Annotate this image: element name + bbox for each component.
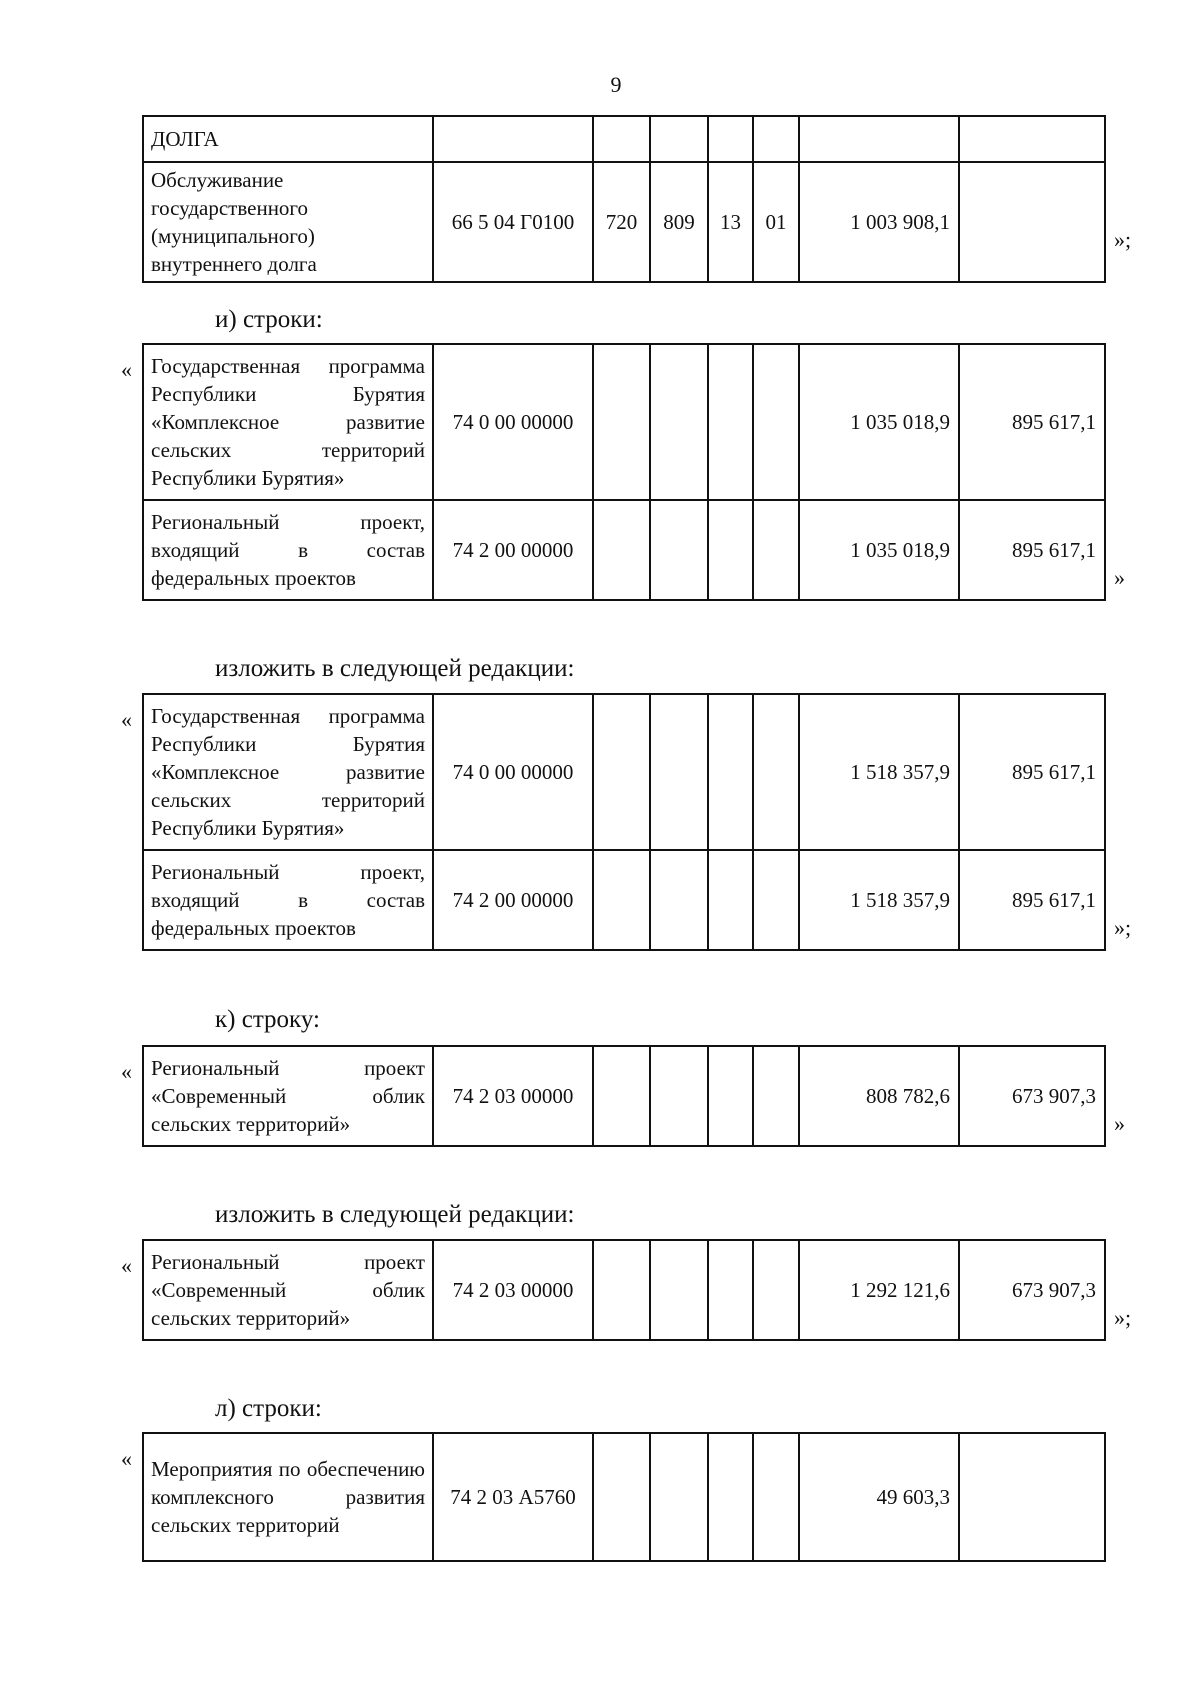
table-row: [143, 162, 1105, 282]
row-name: Обслуживание государственного (муниципального) внутреннего долга: [143, 162, 433, 282]
empty-cell: [708, 1433, 753, 1561]
table-row: [143, 694, 1105, 850]
opening-quote: «: [121, 1253, 132, 1278]
section-code: 13: [708, 162, 753, 282]
amount-1: 1 518 357,9: [799, 694, 959, 850]
empty-cell: [708, 1046, 753, 1146]
row-name: Государственная программа Республики Бурятия «Комплексное развитие сельских территорий Республики Бурятия»: [143, 694, 433, 850]
amount-1: 808 782,6: [799, 1046, 959, 1146]
empty-cell: [753, 344, 799, 500]
amount-1: 1 035 018,9: [799, 500, 959, 600]
empty-cell: [650, 694, 708, 850]
program-code: 66 5 04 Г0100: [433, 162, 593, 282]
empty-cell: [593, 1433, 650, 1561]
amount-2: 673 907,3: [959, 1240, 1105, 1340]
empty-cell: [650, 500, 708, 600]
amount-1: 1 292 121,6: [799, 1240, 959, 1340]
row-name: Мероприятия по обеспечению комплексного развития сельских территорий: [143, 1433, 433, 1561]
heading-l: л) строки:: [215, 1395, 322, 1422]
table-row: [143, 116, 1105, 162]
program-code: 74 2 03 А5760: [433, 1433, 593, 1561]
amount-2: 895 617,1: [959, 850, 1105, 950]
closing-quote: »;: [1114, 227, 1132, 252]
empty-cell: [650, 1240, 708, 1340]
table-row: [143, 344, 1105, 500]
empty-cell: [753, 1240, 799, 1340]
program-code: 74 0 00 00000: [433, 694, 593, 850]
table-row: [143, 1433, 1105, 1561]
empty-cell: [650, 1046, 708, 1146]
empty-cell: [708, 500, 753, 600]
amount-1: 49 603,3: [799, 1433, 959, 1561]
ministry-code: [593, 116, 650, 162]
empty-cell: [650, 344, 708, 500]
closing-quote: »: [1114, 1111, 1125, 1136]
empty-cell: [753, 850, 799, 950]
heading-edit-1: изложить в следующей редакции:: [215, 655, 575, 682]
table-row: [143, 500, 1105, 600]
opening-quote: «: [121, 357, 132, 382]
empty-cell: [708, 344, 753, 500]
row-name: ДОЛГА: [143, 116, 433, 162]
table-row: [143, 850, 1105, 950]
program-code: 74 2 00 00000: [433, 500, 593, 600]
program-code: 74 2 03 00000: [433, 1046, 593, 1146]
closing-quote: »;: [1114, 915, 1132, 940]
table-row: [143, 1046, 1105, 1146]
opening-quote: «: [121, 707, 132, 732]
empty-cell: [708, 1240, 753, 1340]
amount-2: [959, 162, 1105, 282]
amount-2: 895 617,1: [959, 500, 1105, 600]
empty-cell: [650, 850, 708, 950]
empty-cell: [593, 1046, 650, 1146]
row-name: Региональный проект, входящий в состав федеральных проектов: [143, 500, 433, 600]
row-name: Региональный проект «Современный облик сельских территорий»: [143, 1046, 433, 1146]
empty-cell: [593, 344, 650, 500]
edit-2-table: [142, 1239, 1106, 1341]
empty-cell: [753, 500, 799, 600]
amount-2: 673 907,3: [959, 1046, 1105, 1146]
amount-1: 1 518 357,9: [799, 850, 959, 950]
ministry-code: 720: [593, 162, 650, 282]
rows-l-table: [142, 1432, 1106, 1562]
table-row: [143, 1240, 1105, 1340]
program-code: 74 2 03 00000: [433, 1240, 593, 1340]
edit-1-table: [142, 693, 1106, 951]
empty-cell: [593, 1240, 650, 1340]
empty-cell: [650, 1433, 708, 1561]
expense-type: 809: [650, 162, 708, 282]
amount-2: [959, 1433, 1105, 1561]
opening-quote: «: [121, 1059, 132, 1084]
heading-k: к) строку:: [215, 1006, 320, 1033]
amount-2: 895 617,1: [959, 344, 1105, 500]
heading-edit-2: изложить в следующей редакции:: [215, 1201, 575, 1228]
program-code: [433, 116, 593, 162]
amount-1: 1 035 018,9: [799, 344, 959, 500]
empty-cell: [753, 1046, 799, 1146]
empty-cell: [593, 694, 650, 850]
amount-2: [959, 116, 1105, 162]
row-name: Региональный проект «Современный облик сельских территорий»: [143, 1240, 433, 1340]
closing-quote: »;: [1114, 1305, 1132, 1330]
empty-cell: [593, 850, 650, 950]
row-name: Государственная программа Республики Бурятия «Комплексное развитие сельских территорий Республики Бурятия»: [143, 344, 433, 500]
empty-cell: [593, 500, 650, 600]
subsection-code: 01: [753, 162, 799, 282]
amount-2: 895 617,1: [959, 694, 1105, 850]
subsection-code: [753, 116, 799, 162]
empty-cell: [708, 694, 753, 850]
expense-type: [650, 116, 708, 162]
program-code: 74 2 00 00000: [433, 850, 593, 950]
amount-1: 1 003 908,1: [799, 162, 959, 282]
page-number: 9: [610, 72, 622, 97]
closing-quote: »: [1114, 565, 1125, 590]
heading-i: и) строки:: [215, 306, 323, 333]
amount-1: [799, 116, 959, 162]
debt-service-table: [142, 115, 1106, 283]
row-name: Региональный проект, входящий в состав федеральных проектов: [143, 850, 433, 950]
empty-cell: [708, 850, 753, 950]
row-k-table: [142, 1045, 1106, 1147]
opening-quote: «: [121, 1446, 132, 1471]
section-code: [708, 116, 753, 162]
rows-i-table: [142, 343, 1106, 601]
empty-cell: [753, 1433, 799, 1561]
empty-cell: [753, 694, 799, 850]
program-code: 74 0 00 00000: [433, 344, 593, 500]
